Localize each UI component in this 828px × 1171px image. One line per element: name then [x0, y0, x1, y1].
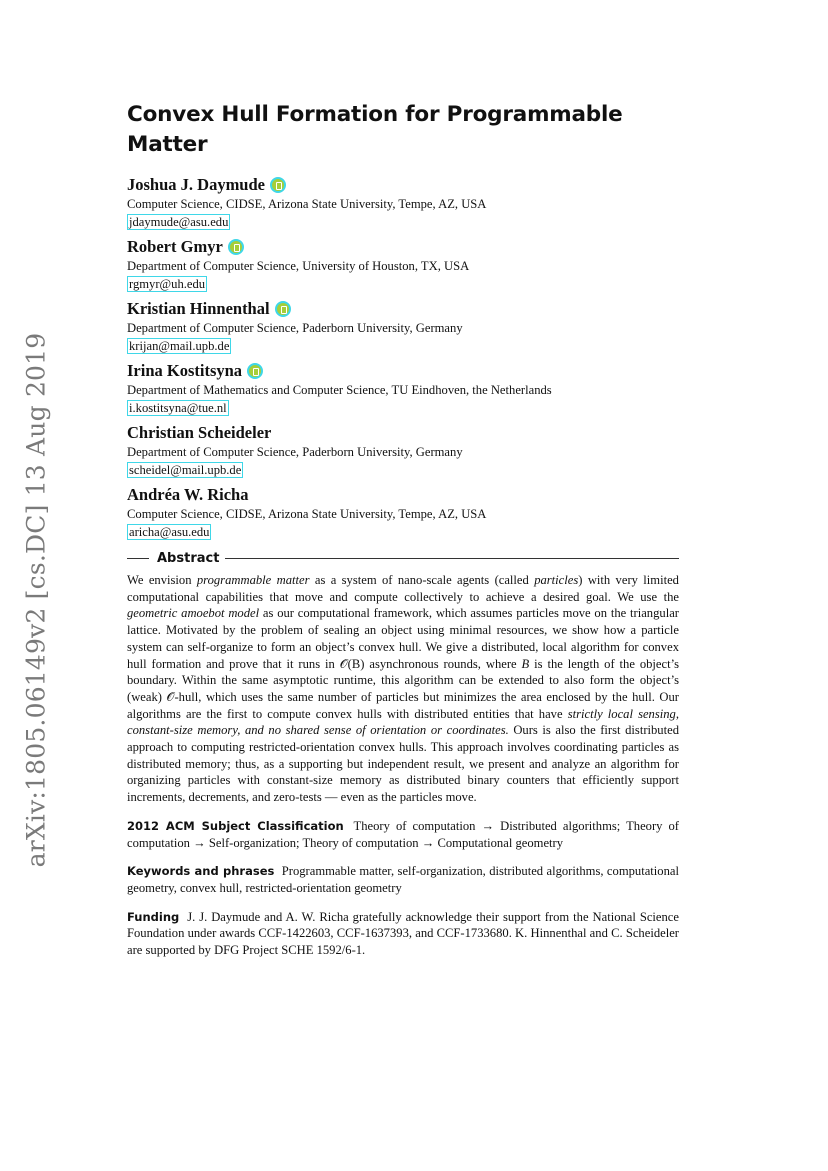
author-affiliation: Department of Mathematics and Computer Science, TU Eindhoven, the Netherlands — [127, 383, 552, 397]
abstract-segment: as our computational framework, which assumes particles move on the triangular lattice. Motivated by the problem of sealing an object using minimal resources, we show how a particle system can self-organize to form an object’s convex hull. We give a distributed, local algorithm for convex hull formation and prove that it runs in 𝒪(B) asynchronous rounds, where — [127, 606, 679, 671]
author-name-text: Irina Kostitsyna — [127, 361, 243, 380]
author-email-link[interactable]: scheidel@mail.upb.de — [129, 463, 242, 477]
abstract-emphasis: B — [521, 656, 530, 671]
author-list — [127, 174, 679, 541]
author-affiliation: Computer Science, CIDSE, Arizona State University, Tempe, AZ, USA — [127, 507, 487, 521]
abstract-segment: Ours is also the first distributed approach to computing restricted-orientation convex hulls. This approach involves coordinating particles as distributed memory; thus, as a supporting but independent result, we present and analyze an algorithm for organizing particles with constant-size memory as distributed binary counters that efficiently support increments, decrements, and zero-tests — even as the particles move. — [127, 723, 679, 805]
orcid-icon[interactable] — [275, 301, 291, 317]
orcid-icon[interactable] — [247, 363, 263, 379]
author-affiliation: Department of Computer Science, Paderborn University, Germany — [127, 445, 463, 459]
funding-label: Funding — [127, 909, 180, 924]
abstract-segment: as a system of nano-scale agents (called — [309, 573, 535, 587]
acm-text: Theory of computation → Distributed algorithms; Theory of computation → Self-organization; Theory of computation → Computational geometry — [127, 818, 680, 850]
author-affiliation: Department of Computer Science, University of Houston, TX, USA — [127, 259, 470, 273]
abstract-emphasis: particles — [534, 573, 579, 587]
author-block — [127, 422, 679, 479]
acm-label: 2012 ACM Subject Classification — [127, 818, 344, 833]
author-block — [127, 484, 679, 541]
author-block — [127, 174, 679, 231]
funding-text: J. J. Daymude and A. W. Richa gratefully acknowledge their support from the National Science Foundation under awards CCF-1422603, CCF-1637393, and CCF-1733680. K. Hinnenthal and C. Scheideler are supported by DFG Project SCHE 1592/6-1. — [127, 909, 679, 958]
author-block — [127, 360, 679, 417]
keywords — [127, 863, 679, 896]
acm-classification — [127, 818, 679, 851]
funding — [127, 909, 679, 959]
paper-title: Convex Hull Formation for Programmable Matter — [127, 102, 623, 157]
author-name-text: Joshua J. Daymude — [127, 175, 265, 194]
abstract-segment: We envision — [127, 573, 197, 587]
author-block — [127, 298, 679, 355]
keywords-label: Keywords and phrases — [127, 864, 275, 879]
arxiv-identifier-text: arXiv:1805.06149v2 [cs.DC] 13 Aug 2019 — [21, 332, 51, 868]
author-name-text: Christian Scheideler — [127, 423, 272, 442]
author-name-text: Kristian Hinnenthal — [127, 299, 270, 318]
author-name-text: Andréa W. Richa — [127, 485, 249, 504]
author-name-text: Robert Gmyr — [127, 237, 223, 256]
author-affiliation: Computer Science, CIDSE, Arizona State University, Tempe, AZ, USA — [127, 197, 487, 211]
author-affiliation: Department of Computer Science, Paderborn University, Germany — [127, 321, 463, 335]
abstract-emphasis: geometric amoebot model — [127, 606, 260, 621]
orcid-icon[interactable] — [228, 239, 244, 255]
abstract-text — [127, 572, 679, 806]
author-name — [127, 360, 679, 382]
orcid-icon[interactable] — [270, 177, 286, 193]
author-email-link[interactable]: jdaymude@asu.edu — [129, 215, 229, 229]
abstract-emphasis: programmable matter — [196, 573, 310, 587]
author-email-link[interactable]: i.kostitsyna@tue.nl — [129, 401, 227, 415]
author-name — [127, 484, 679, 506]
author-name — [127, 298, 679, 320]
abstract-header — [127, 551, 679, 566]
abstract-rule-left — [127, 558, 149, 559]
author-email-link[interactable]: aricha@asu.edu — [129, 525, 210, 539]
author-block — [127, 236, 679, 293]
author-name — [127, 422, 679, 444]
author-email-link[interactable]: rgmyr@uh.edu — [129, 277, 206, 291]
author-name — [127, 236, 679, 258]
abstract-rule-right — [225, 558, 679, 559]
keywords-text: Programmable matter, self-organization, distributed algorithms, computational geometry, convex hull, restricted-orientation geometry — [127, 864, 679, 895]
author-email-link[interactable]: krijan@mail.upb.de — [129, 339, 230, 353]
abstract-emphasis: strictly local sensing, constant-size memory, and no shared sense of orientation or coordinates. — [127, 706, 679, 738]
author-name — [127, 174, 679, 196]
abstract-segment: is the length of the object’s boundary. Within the same asymptotic runtime, this algorithm can be extended to also form the object’s (weak) 𝒪-hull, which uses the same number of particles but minimizes the area enclosed by the hull. Our algorithms are the first to compute convex hulls with distributed entities that have — [127, 656, 680, 721]
paper-first-page — [127, 100, 679, 959]
abstract-segment: ) with very limited computational capabilities that move and compute collectively to achieve a desired goal. We use the — [127, 573, 679, 604]
abstract-label: Abstract — [157, 551, 220, 566]
